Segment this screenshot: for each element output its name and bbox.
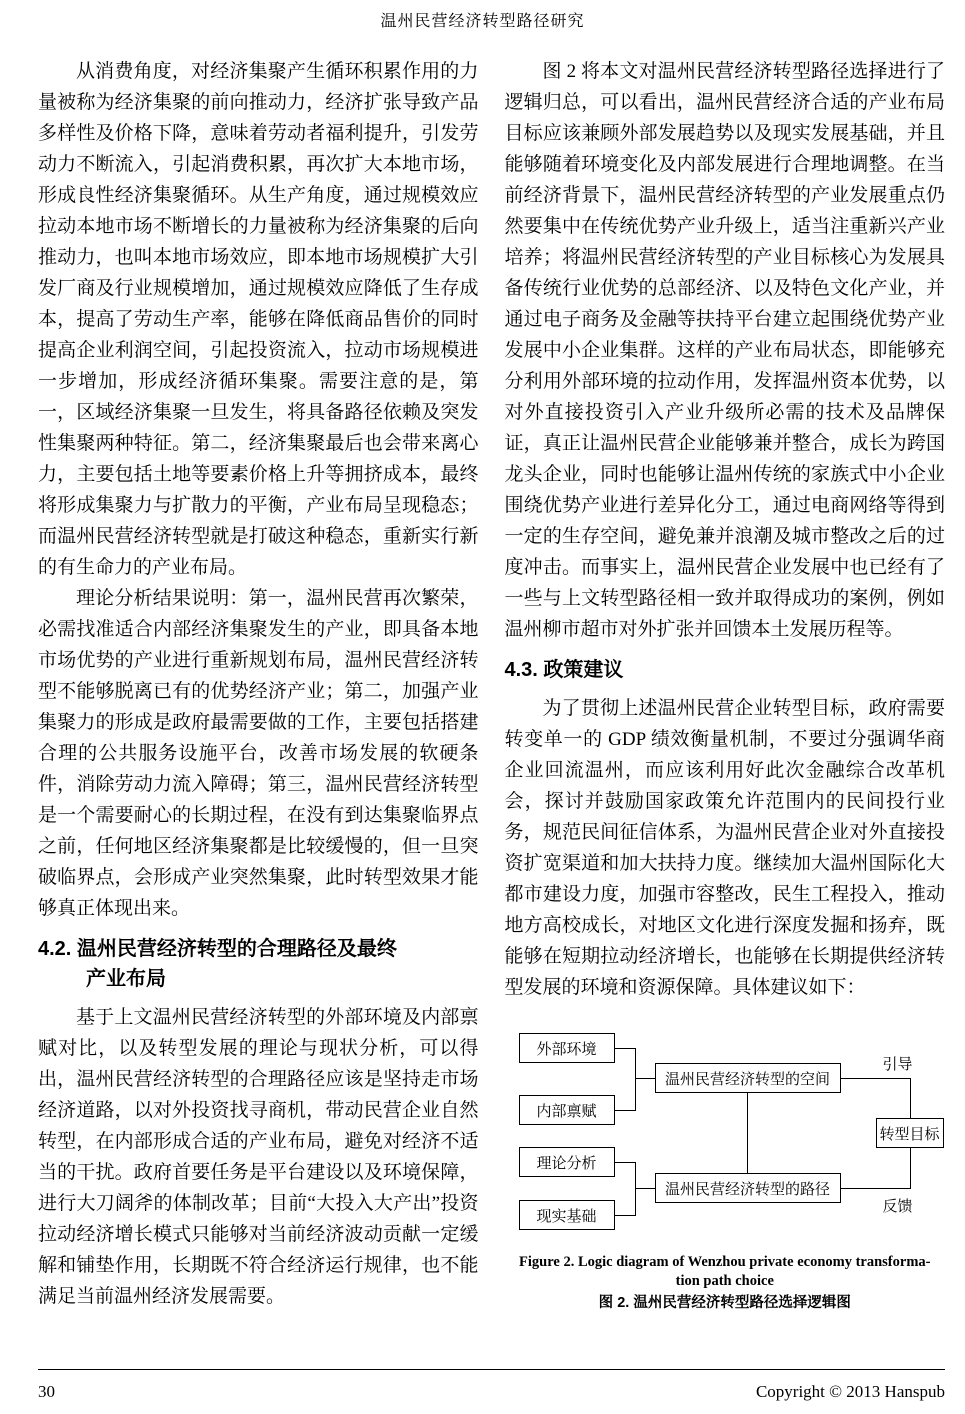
paragraph-figure2-discussion: 图 2 将本文对温州民营经济转型路径选择进行了逻辑归总，可以看出，温州民营经济合适的产业布局目标应该兼顾外部发展趋势以及现实发展基础，并且能够随着环境变化及内部发展进行合理地调整。在当前经济背景下，温州民营经济转型的产业发展重点仍然要集中在传统优势产业升级上，适当注重新兴产业培养；将温州民营经济转型的产业目标核心为发展具备传统行业优势的总部经济、以及特色文化产业，并通过电子商务及金融等扶持平台建立起围绕优势产业发展中小企业集群。这样的产业布局状态，即能够充分利用外部环境的拉动作用，发挥温州资本优势，以对外直接投资引入产业升级所必需的技术及品牌保证，真正让温州民营企业能够兼并整合，成长为跨国龙头企业，同时也能够让温州传统的家族式中小企业围绕优势产业进行差异化分工，通过电商网络等得到一定的生存空间，避免兼并浪潮及城市整改之后的过度冲击。而事实上，温州民营企业发展中也已经有了一些与上文转型路径相一致并取得成功的案例，例如温州柳市超市对外扩张并回馈本土发展历程等。	[504, 61, 945, 640]
section-heading-4-2	[38, 934, 479, 994]
connector-line	[747, 1093, 748, 1173]
figure-box-transformation-space: 温州民营经济转型的空间	[655, 1063, 841, 1093]
figure-box-internal-endowment: 内部禀赋	[519, 1095, 615, 1125]
figure-box-transformation-target: 转型目标	[876, 1118, 944, 1148]
connector-line	[635, 1162, 636, 1216]
connector-line	[635, 1188, 655, 1189]
connector-line	[841, 1078, 911, 1079]
running-head-title: 温州民营经济转型路径研究	[380, 13, 585, 30]
figure-box-external-environment: 外部环境	[519, 1033, 615, 1063]
figure-box-theoretical-analysis: 理论分析	[519, 1147, 615, 1177]
figure-caption-chinese: 图 2. 温州民营经济转型路径选择逻辑图	[598, 1295, 851, 1311]
connector-line	[615, 1110, 635, 1111]
copyright-notice: Copyright © 2013 Hanspub	[755, 1382, 945, 1401]
figure-box-transformation-path: 温州民营经济转型的路径	[655, 1173, 841, 1203]
connector-line	[635, 1078, 655, 1079]
page-number: 30	[38, 1382, 55, 1401]
paragraph-theory-results: 理论分析结果说明：第一，温州民营再次繁荣，必需找准适合内部经济集聚发生的产业，即具备本地市场优势的产业进行重新规划布局，温州民营经济转型不能够脱离已有的优势经济产业；第二，加强产业集聚力的形成是政府最需要做的工作，主要包括搭建合理的公共服务设施平台，改善市场发展的软硬条件，消除劳动力流入障碍；第三，温州民营经济转型是一个需要耐心的长期过程，在没有到达集聚临界点之前，任何地区经济集聚都是比较缓慢的，但一旦突破临界点，会形成产业突然集聚，此时转型效果才能够真正体现出来。	[38, 588, 479, 919]
section-heading-4-2-line1: 4.2. 温州民营经济转型的合理路径及最终	[38, 938, 397, 960]
paragraph-reasonable-path: 基于上文温州民营经济转型的外部环境及内部禀赋对比，以及转型发展的理论与现状分析，可以得出，温州民营经济转型的合理路径应该是坚持走市场经济道路，以对外投资找寻商机，带动民营企业自然转型，在内部形成合适的产业布局，避免对经济不适当的干扰。政府首要任务是平台建设以及环境保障，进行大刀阔斧的体制改革；目前“大投入大产出”投资拉动经济增长模式只能够对当前经济波动贡献一定缓解和铺垫作用，长期既不符合经济运行规律，也不能满足当前温州经济发展需要。	[38, 1007, 479, 1307]
footer	[38, 1382, 945, 1402]
paragraph-agglomeration-theory: 从消费角度，对经济集聚产生循环积累作用的力量被称为经济集聚的前向推动力，经济扩张导致产品多样性及价格下降，意味着劳动者福利提升，引发劳动力不断流入，引起消费积累，再次扩大本地市场，形成良性经济集聚循环。从生产角度，通过规模效应拉动本地市场不断增长的力量被称为经济集聚的后向推动力，也叫本地市场效应，即本地市场规模扩大引发厂商及行业规模增加，通过规模效应降低了生存成本，提高了劳动生产率，能够在降低商品售价的同时提高企业利润空间，引起投资流入，拉动市场规模进一步增加，形成经济循环集聚。需要注意的是，第一，区域经济集聚一旦发生，将具备路径依赖及突发性集聚两种特征。第二，经济集聚最后也会带来离心力，主要包括土地等要素价格上升等拥挤成本，最终将形成集聚力与扩散力的平衡，产业布局呈现稳态；而温州民营经济转型就是打破这种稳态，重新实行新的有生命力的产业布局。	[38, 61, 479, 578]
right-column	[505, 56, 946, 1313]
two-column-body	[38, 56, 945, 1313]
figure-box-realistic-foundation: 现实基础	[519, 1200, 615, 1230]
footer-divider	[38, 1369, 945, 1370]
connector-line	[910, 1148, 911, 1188]
section-heading-4-2-line2: 产业布局	[86, 968, 166, 990]
figure-label-feedback: 反馈	[882, 1198, 913, 1215]
connector-line	[910, 1078, 911, 1118]
connector-line	[615, 1215, 635, 1216]
figure-caption-english-line1: Figure 2. Logic diagram of Wenzhou private economy transforma-	[519, 1254, 931, 1270]
connector-line	[615, 1162, 635, 1163]
connector-line	[615, 1048, 635, 1049]
section-heading-4-3: 4.3. 政策建议	[504, 659, 624, 681]
figure-caption-english	[505, 1253, 946, 1291]
paragraph-policy-suggestions: 为了贯彻上述温州民营企业转型目标，政府需要转变单一的 GDP 绩效衡量机制，不要过分强调华商企业回流温州，而应该利用好此次金融综合改革机会，探讨并鼓励国家政策允许范围内的民间投行业务，规范民间征信体系，为温州民营企业对外直接投资扩宽渠道和加大扶持力度。继续加大温州国际化大都市建设力度，加强市容整改，民生工程投入，推动地方高校成长，对地区文化进行深度发掘和扬弃，既能够在短期拉动经济增长，也能够在长期提供经济转型发展的环境和资源保障。具体建议如下：	[504, 698, 945, 998]
connector-line	[841, 1188, 911, 1189]
figure-2-logic-diagram	[505, 1025, 946, 1237]
figure-label-guide: 引导	[882, 1056, 913, 1073]
left-column	[38, 56, 479, 1313]
figure-caption-english-line2: tion path choice	[675, 1273, 774, 1289]
connector-line	[635, 1048, 636, 1111]
